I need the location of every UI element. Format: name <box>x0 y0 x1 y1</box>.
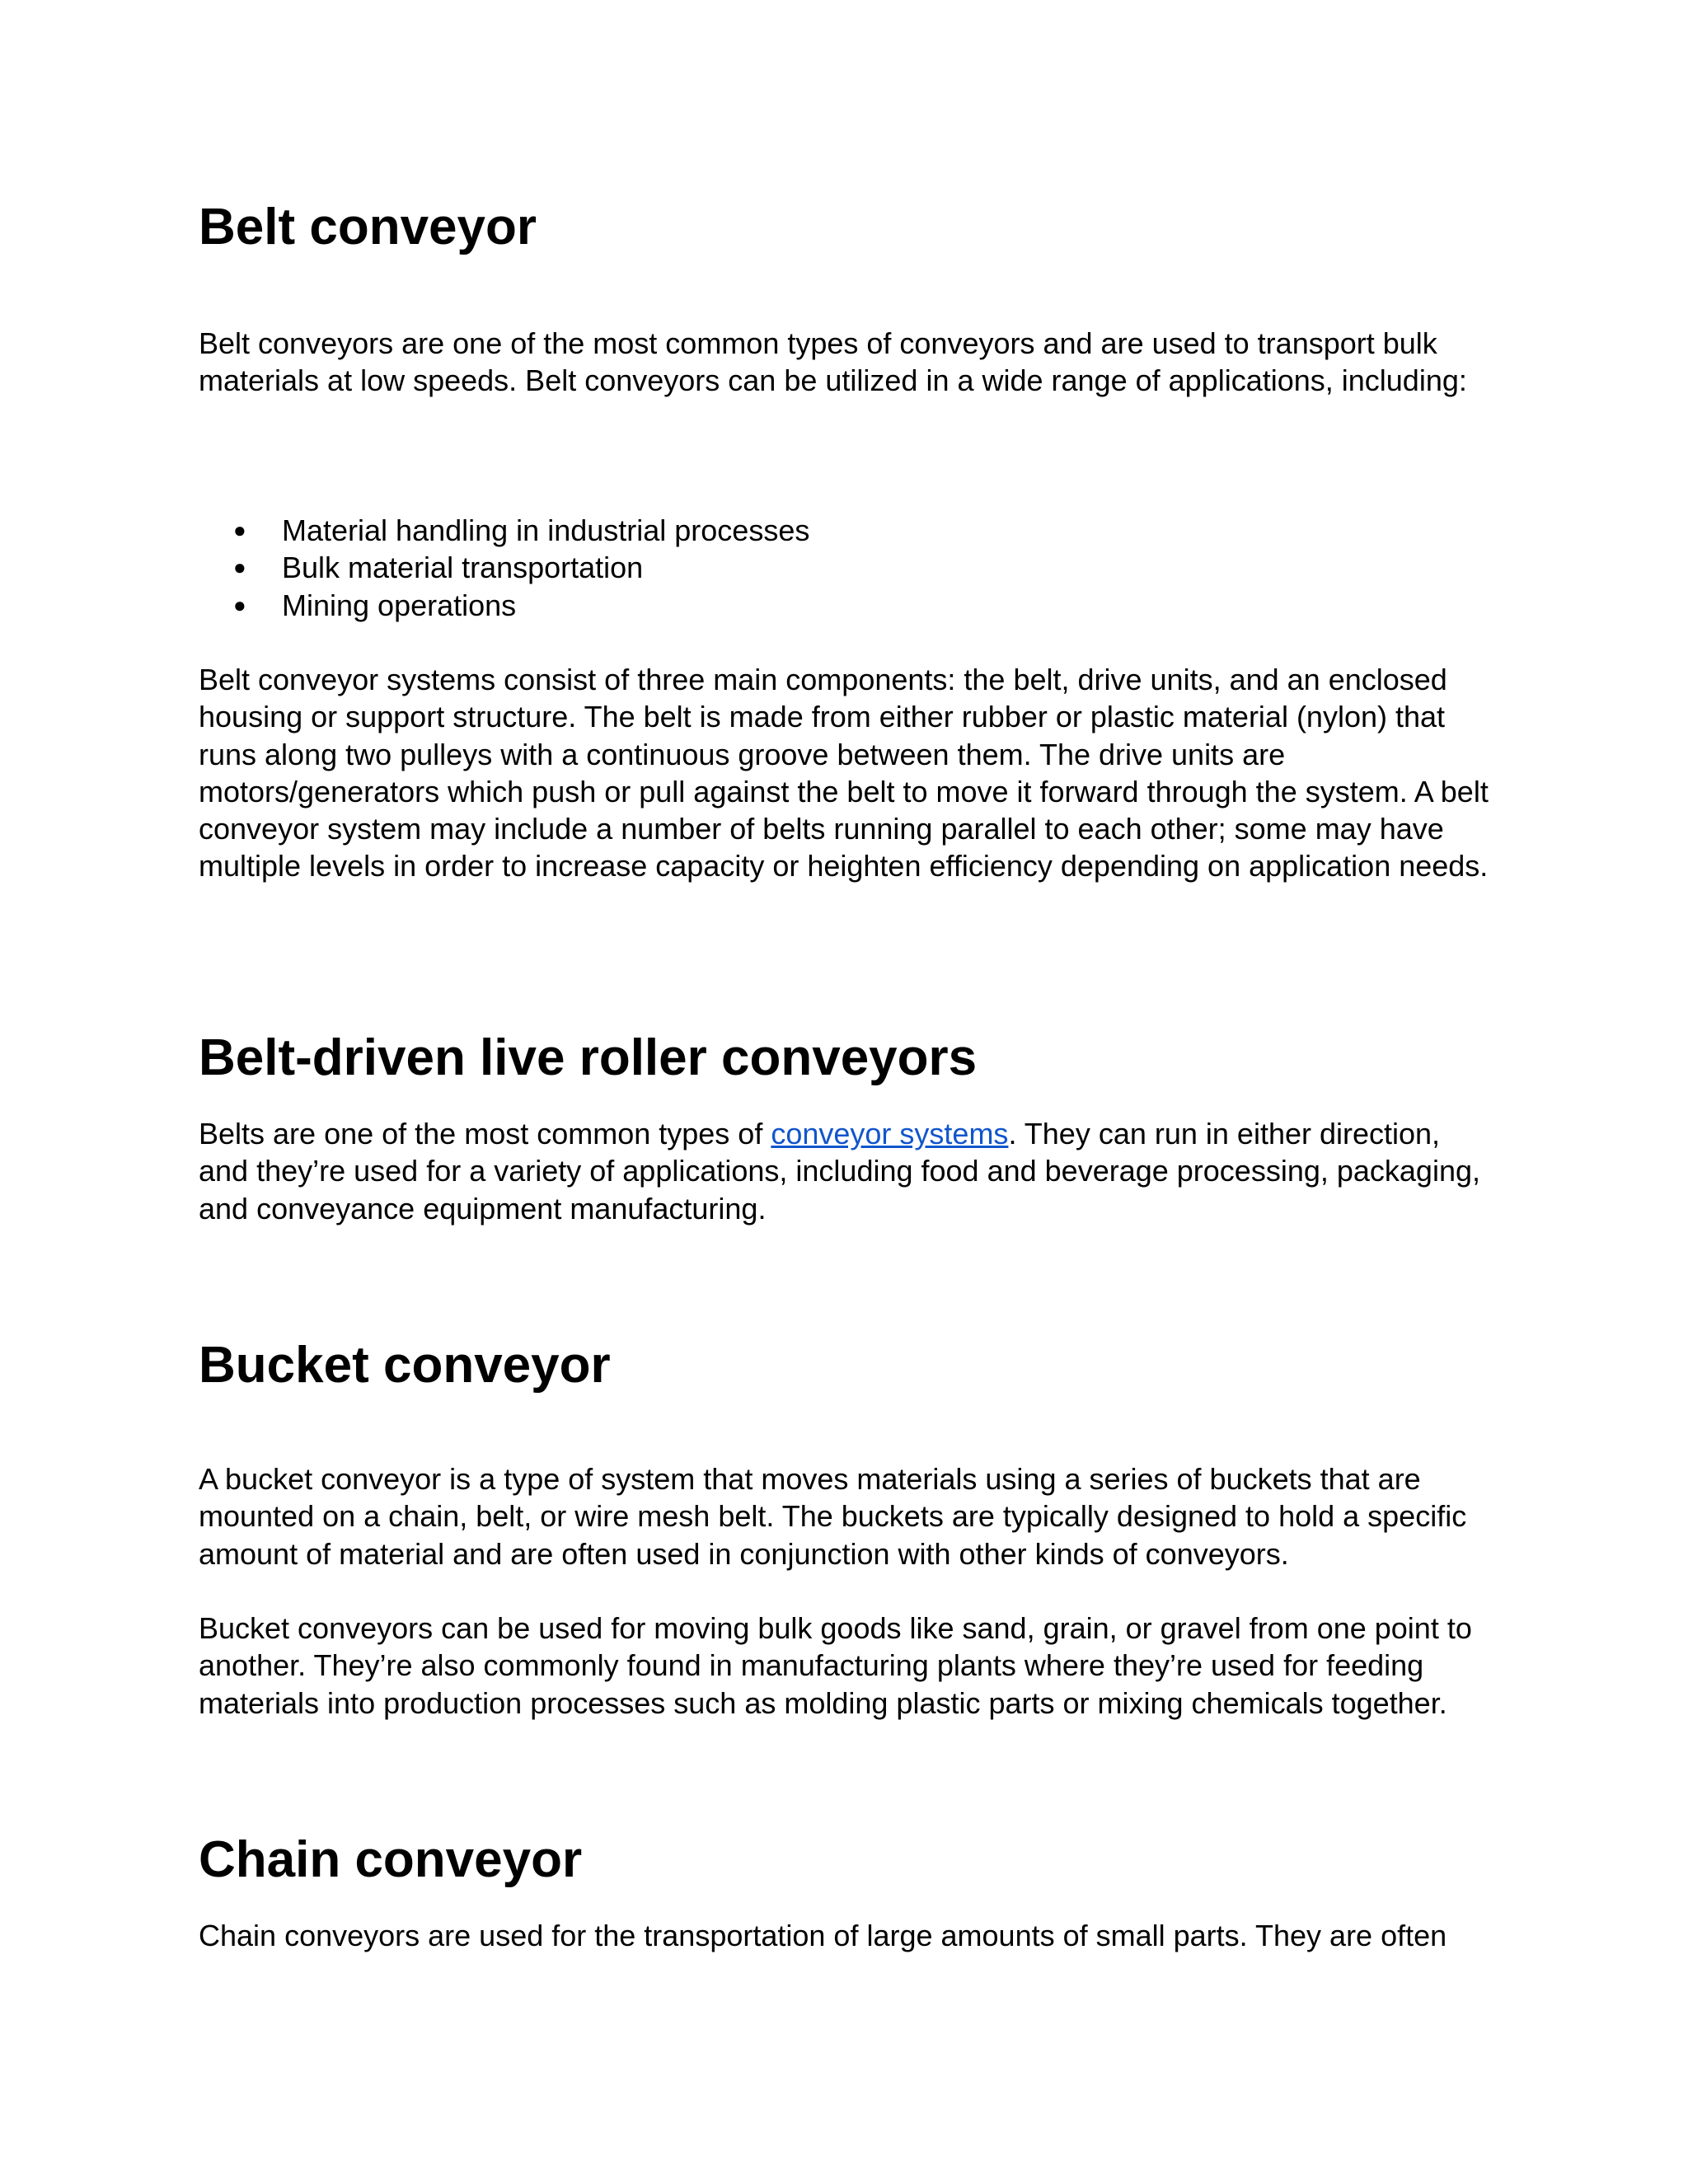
heading-chain-conveyor: Chain conveyor <box>199 1831 583 1888</box>
list-item <box>199 512 809 549</box>
heading-belt-conveyor: Belt conveyor <box>199 199 537 255</box>
list-item <box>199 549 809 586</box>
bucket-conveyor-paragraph-2: Bucket conveyors can be used for moving bulk goods like sand, grain, or gravel from one point to another. They’re also commonly found in manufacturing plants where they’re used for feeding materials into production processes such as molding plastic parts or mixing chemicals together. <box>199 1611 1472 1720</box>
bucket-conveyor-paragraph-1: A bucket conveyor is a type of system that moves materials using a series of buckets that are mounted on a chain, belt, or wire mesh belt. The buckets are typically designed to hold a specific amount of material and are often used in conjunction with other kinds of conveyors. <box>199 1462 1467 1571</box>
list-item <box>199 587 809 624</box>
list-item-text: Mining operations <box>282 588 517 622</box>
body-text-after-link: . They can run in either direction, and they’re used for a variety of applications, including food and beverage processing, packaging, and conveyance equipment manufacturing. <box>199 1117 1480 1226</box>
chain-conveyor-body: Chain conveyors are used for the transportation of large amounts of small parts. They are often <box>199 1919 1447 1952</box>
bullet-icon: ● <box>233 555 246 580</box>
body-text-before-link: Belts are one of the most common types of <box>199 1117 771 1151</box>
belt-conveyor-body: Belt conveyor systems consist of three main components: the belt, drive units, and an enclosed housing or support structure. The belt is made from either rubber or plastic material (nylon) that runs along two pulleys with a continuous groove between them. The drive units are motors/generators which push or pull against the belt to move it forward through the system. A belt conveyor system may include a number of belts running parallel to each other; some may have multiple levels in order to increase capacity or heighten efficiency depending on application needs. <box>199 663 1489 883</box>
bullet-icon: ● <box>233 592 246 617</box>
conveyor-systems-link[interactable]: conveyor systems <box>771 1117 1009 1151</box>
list-item-text: Bulk material transportation <box>282 551 644 585</box>
applications-list <box>199 512 809 624</box>
bullet-icon: ● <box>233 518 246 542</box>
belt-driven-body <box>199 1115 1493 1227</box>
heading-belt-driven-live-roller: Belt-driven live roller conveyors <box>199 1029 978 1086</box>
list-item-text: Material handling in industrial processes <box>282 513 810 547</box>
belt-conveyor-intro: Belt conveyors are one of the most common types of conveyors and are used to transport bulk materials at low speeds. Belt conveyors can be utilized in a wide range of applications, including: <box>199 326 1467 398</box>
heading-bucket-conveyor: Bucket conveyor <box>199 1337 611 1394</box>
